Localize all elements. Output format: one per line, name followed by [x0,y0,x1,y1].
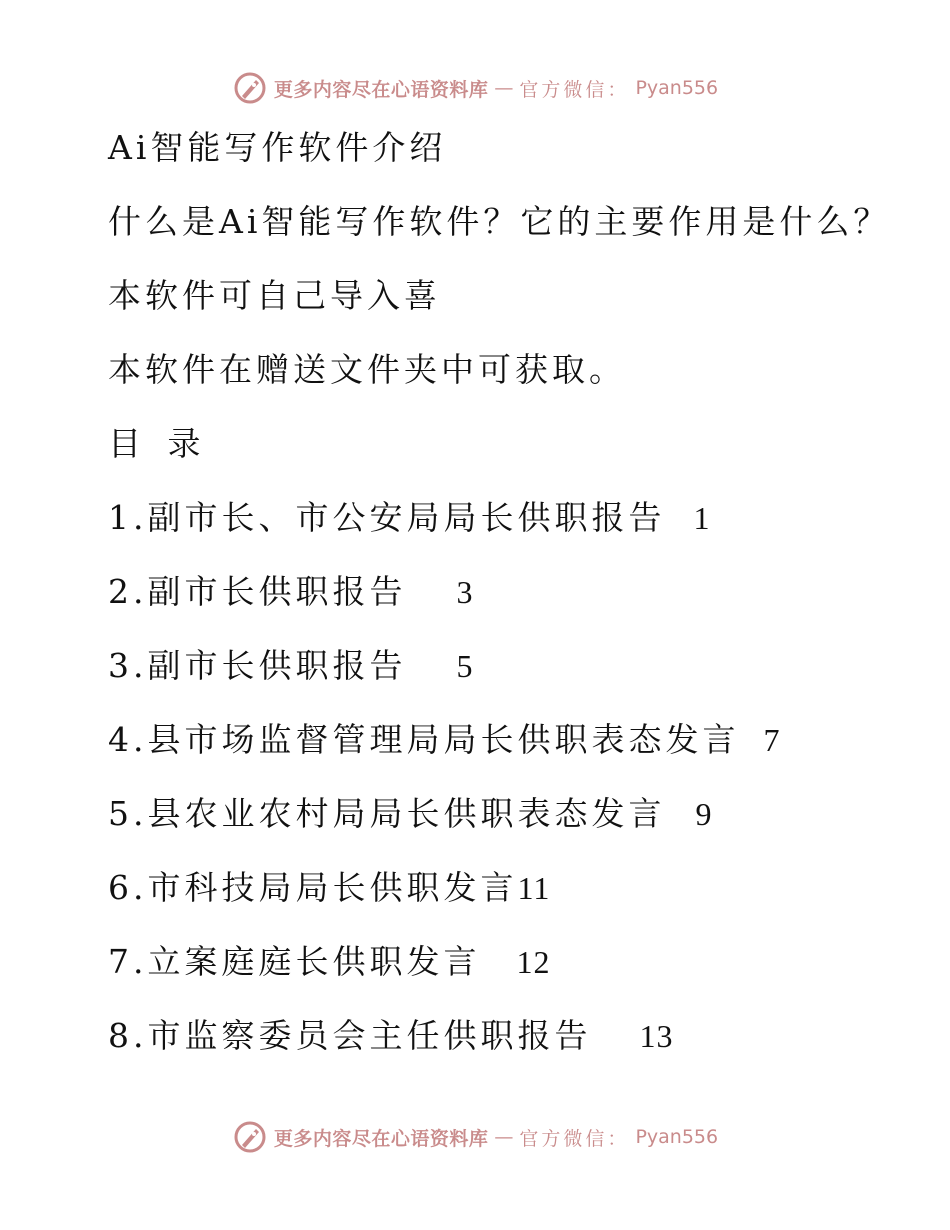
document-title: Ai智能写作软件介绍 [108,128,447,167]
toc-item[interactable] [108,942,551,982]
intro-question: 什么是Ai智能写作软件？它的主要作用是什么？ [108,202,891,241]
toc-heading: 目 录 [108,424,209,463]
gift-note: 本软件在赠送文件夹中可获取。 [108,350,626,389]
toc-item-page: 7 [763,722,781,758]
toc-item[interactable] [108,572,474,612]
pen-logo-icon [232,1119,268,1155]
footer-watermark [0,1119,950,1155]
toc-item-label: 4.县市场监督管理局局长供职表态发言 [108,720,740,759]
watermark-separator: — [494,77,514,99]
toc-item-page: 1 [693,500,711,536]
toc-item-label: 6.市科技局局长供职发言 [108,868,518,907]
watermark-text: 更多内容尽在心语资料库 [273,78,489,101]
toc-item-label: 8.市监察委员会主任供职报告 [108,1016,592,1055]
watermark-label: 官方微信： [519,78,630,101]
watermark-id: Pyan556 [635,1126,719,1148]
toc-item[interactable] [108,794,713,834]
toc-item-page: 9 [695,796,713,832]
toc-item-label: 5.县农业农村局局长供职表态发言 [108,794,666,833]
toc-item[interactable] [108,498,711,538]
watermark-id: Pyan556 [635,77,719,99]
toc-item-page: 12 [516,944,551,980]
toc-item-label: 3.副市长供职报告 [108,646,407,685]
toc-item-page: 11 [517,870,551,906]
import-note: 本软件可自己导入喜 [108,276,441,315]
toc-item-label: 2.副市长供职报告 [108,572,407,611]
watermark-label: 官方微信： [519,1127,630,1150]
toc-item-page: 5 [456,648,474,684]
toc-item-page: 3 [456,574,474,610]
toc-item-label: 7.立案庭庭长供职发言 [108,942,481,981]
watermark-separator: — [494,1126,514,1148]
toc-item-page: 13 [639,1018,674,1054]
pen-logo-icon [232,70,268,106]
watermark-text: 更多内容尽在心语资料库 [273,1127,489,1150]
toc-item[interactable] [108,1016,674,1056]
header-watermark [0,70,950,106]
toc-item-label: 1.副市长、市公安局局长供职报告 [108,498,666,537]
toc-item[interactable] [108,646,474,686]
toc-item[interactable] [108,868,550,908]
toc-item[interactable] [108,720,781,760]
